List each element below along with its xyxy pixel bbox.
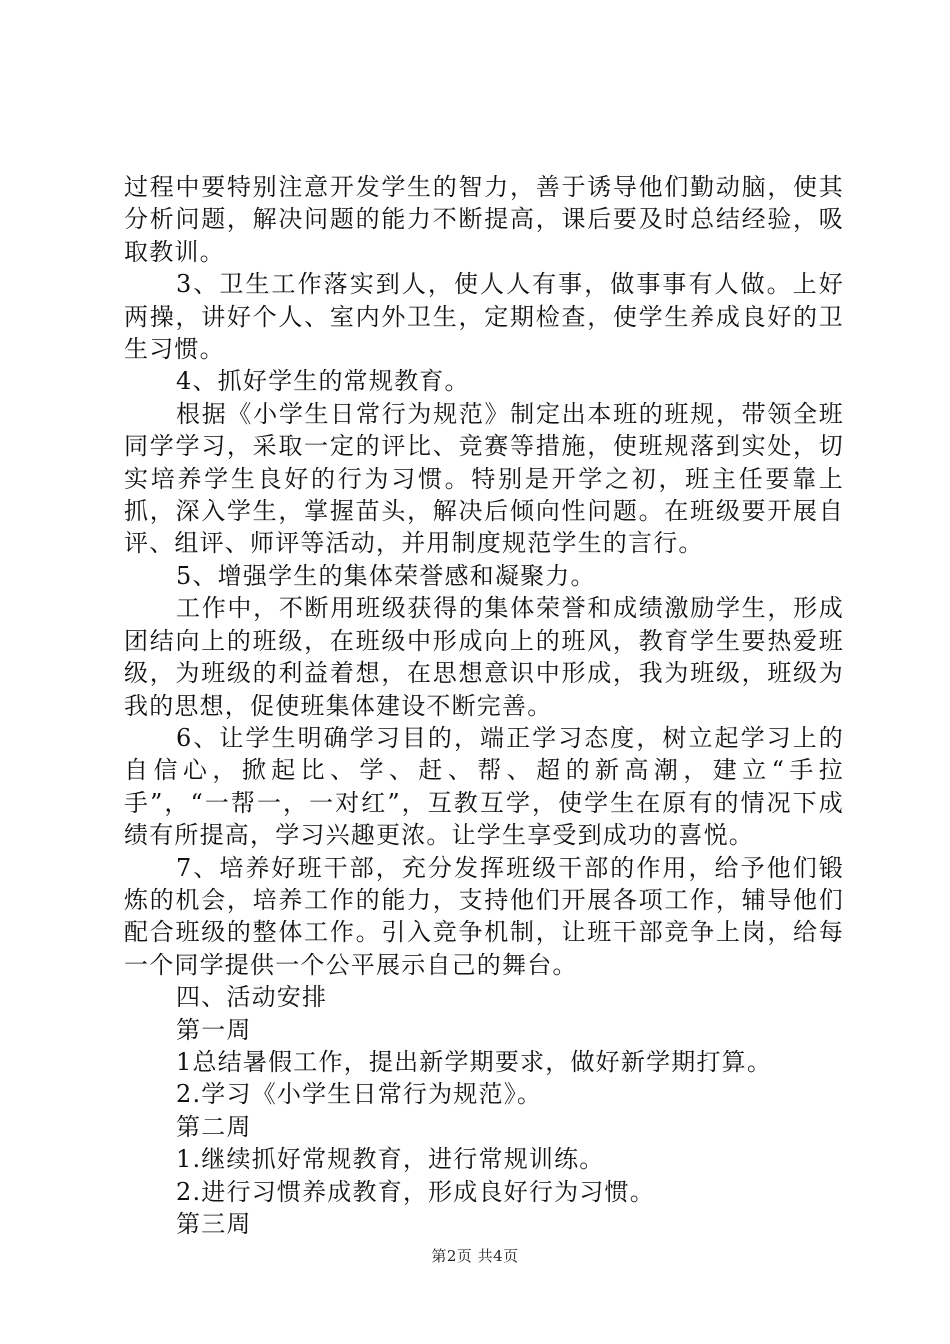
paragraph-item-6: 6、让学生明确学习目的，端正学习态度，树立起学习上的自信心，掀起比、学、赶、帮、超的新高潮，建立“手拉手”，“一帮一，一对红”，互教互学，使学生在原有的情况下成绩有所提高，学习兴趣更浓。让学生享受到成功的喜悦。 [124,723,844,850]
paragraph-item-7: 7、培养好班干部，充分发挥班级干部的作用，给予他们锻炼的机会，培养工作的能力，支持他们开展各项工作，辅导他们配合班级的整体工作。引入竞争机制，让班干部竞争上岗，给每一个同学提供一个公平展示自己的舞台。 [124,853,844,979]
document-body [124,171,844,1240]
paragraph-continuation: 过程中要特别注意开发学生的智力，善于诱导他们勤动脑，使其分析问题，解决问题的能力不断提高，课后要及时总结经验，吸取教训。 [124,173,844,266]
week-1-task-2: 2.学习《小学生日常行为规范》。 [176,1080,543,1109]
section-heading-activities: 四、活动安排 [176,983,328,1012]
heading-item-4: 4、抓好学生的常规教育。 [176,367,470,396]
paragraph-item-4-body: 根据《小学生日常行为规范》制定出本班的班规，带领全班同学学习，采取一定的评比、竞赛等措施，使班规落到实处，切实培养学生良好的行为习惯。特别是开学之初，班主任要靠上抓，深入学生，掌握苗头，解决后倾向性问题。在班级要开展自评、组评、师评等活动，并用制度规范学生的言行。 [124,399,844,558]
heading-item-5: 5、增强学生的集体荣誉感和凝聚力。 [176,561,596,590]
paragraph-item-5-body: 工作中，不断用班级获得的集体荣誉和成绩激励学生，形成团结向上的班级，在班级中形成向上的班风，教育学生要热爱班级，为班级的利益着想，在思想意识中形成，我为班级，班级为我的思想，促使班集体建设不断完善。 [124,594,844,720]
week-2-task-1: 1.继续抓好常规教育，进行常规训练。 [176,1145,605,1174]
week-heading-2: 第二周 [176,1112,252,1141]
week-heading-3: 第三周 [176,1210,252,1238]
paragraph-item-3: 3、卫生工作落实到人，使人人有事，做事事有人做。上好两操，讲好个人、室内外卫生，定期检查，使学生养成良好的卫生习惯。 [124,270,844,364]
week-2-task-2: 2.进行习惯养成教育，形成良好行为习惯。 [176,1177,655,1206]
week-1-task-1: 1总结暑假工作，提出新学期要求，做好新学期打算。 [176,1047,773,1076]
week-heading-1: 第一周 [176,1015,252,1044]
page-number-footer: 第2页 共4页 [431,1247,519,1265]
